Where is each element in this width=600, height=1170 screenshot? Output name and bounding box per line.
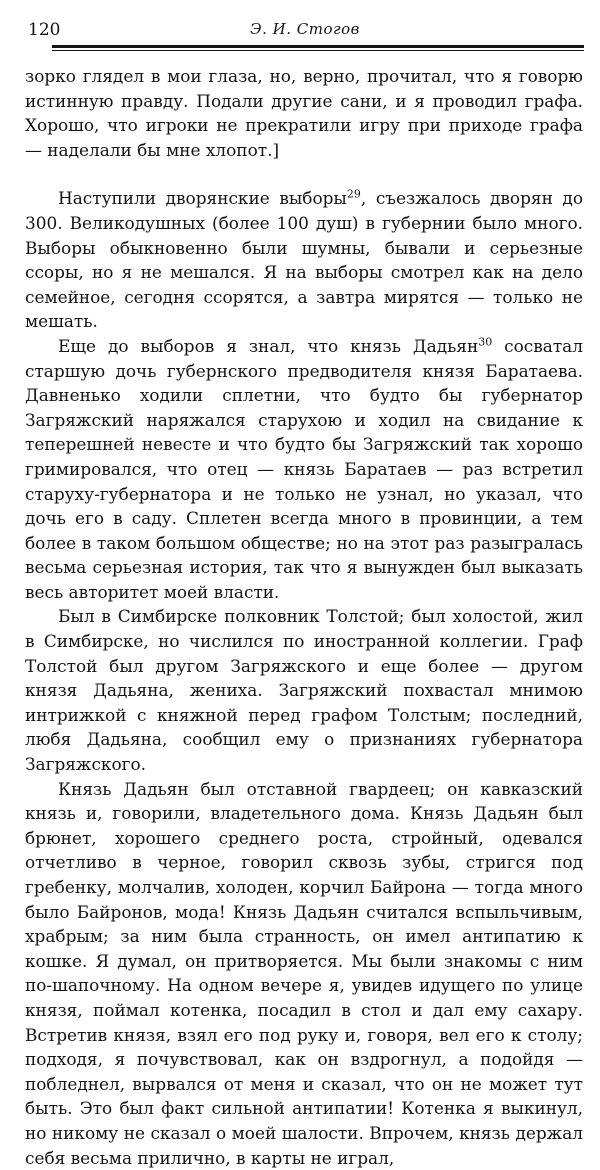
page-header [28,20,582,42]
paragraph-3-rest: сосватал старшую дочь губернского предводителя князя Баратаева. Давненько ходили сплетни, что будто бы губернатор Загряжский наряжался старухою и ходил на свидание к теперешней невесте и что будто бы Загряжский так хорошо гримировался, что отец — князь Баратаев — раз встретил старуху-губернатора и не только не узнал, но указал, что дочь его в саду. Сплетен всегда много в провинции, а тем более в таком большом обществе; но на этот раз разыгралась весьма серьезная история, так что я вынужден был выказать весь авторитет моей власти. [25,335,583,602]
paragraph-2-rest: , съезжалось дворян до 300. Великодушных (более 100 душ) в губернии было много. Выборы обыкновенно были шумны, бывали и серьезные ссоры, но я не мешался. Я на выборы смотрел как на дело семейное, сегодня ссорятся, а завтра мирятся — только не мешать. [25,188,583,332]
header-rule-thin [52,50,584,51]
paragraph-2-start: Наступили дворянские выборы [58,188,347,209]
paragraph-2 [25,186,583,334]
footnote-ref-29[interactable]: 29 [346,187,361,201]
paragraph-3-start: Еще до выборов я знал, что князь Дадьян [58,335,479,356]
header-rule-thick [52,45,584,48]
paragraph-4: Был в Симбирске полковник Толстой; был холостой, жил в Симбирске, но числился по иностранной коллегии. Граф Толстой был другом Загряжского и еще более — другом князя Дадьяна, жениха. Загряжский похвастал мнимою интрижкой с княжной перед графом Толстым; последний, любя Дадьяна, сообщил ему о признаниях губернатора Загряжского. [25,606,583,775]
body-text [25,64,583,1170]
running-head: Э. И. Стогов [250,20,360,38]
paragraph-5: Князь Дадьян был отставной гвардеец; он кавказский князь и, говорили, владетельного дома. Князь Дадьян был брюнет, хорошего среднего роста, стройный, одевался отчетливо в черное, говорил сквозь зубы, стригся под гребенку, молчалив, холоден, корчил Байрона — тогда много было Байронов, мода! Князь Дадьян считался вспыльчивым, храбрым; за ним была странность, он имел антипатию к кошке. Я думал, он притворяется. Мы были знакомы с ним по-шапочному. На одном вечере я, увидев идущего по улице князя, поймал котенка, посадил в стол и дал ему сахару. Встретив князя, взял его под руку и, говоря, вел его к столу; подходя, я почувствовал, как он вздрогнул, а подойдя — побледнел, вырвался от меня и сказал, что он не может тут быть. Это был факт сильной антипатии! Котенка я выкинул, но никому не сказал о моей шалости. Впрочем, князь держал себя весьма прилично, в карты не играл, [25,778,583,1168]
paragraph-1: зорко глядел в мои глаза, но, верно, прочитал, что я говорю истинную правду. Подали другие сани, и я проводил графа. Хорошо, что игроки не прекратили игру при приходе графа — наделали бы мне хлопот.] [25,66,583,160]
footnote-ref-30[interactable]: 30 [478,335,493,349]
page-number: 120 [28,20,61,40]
paragraph-3 [25,334,583,605]
